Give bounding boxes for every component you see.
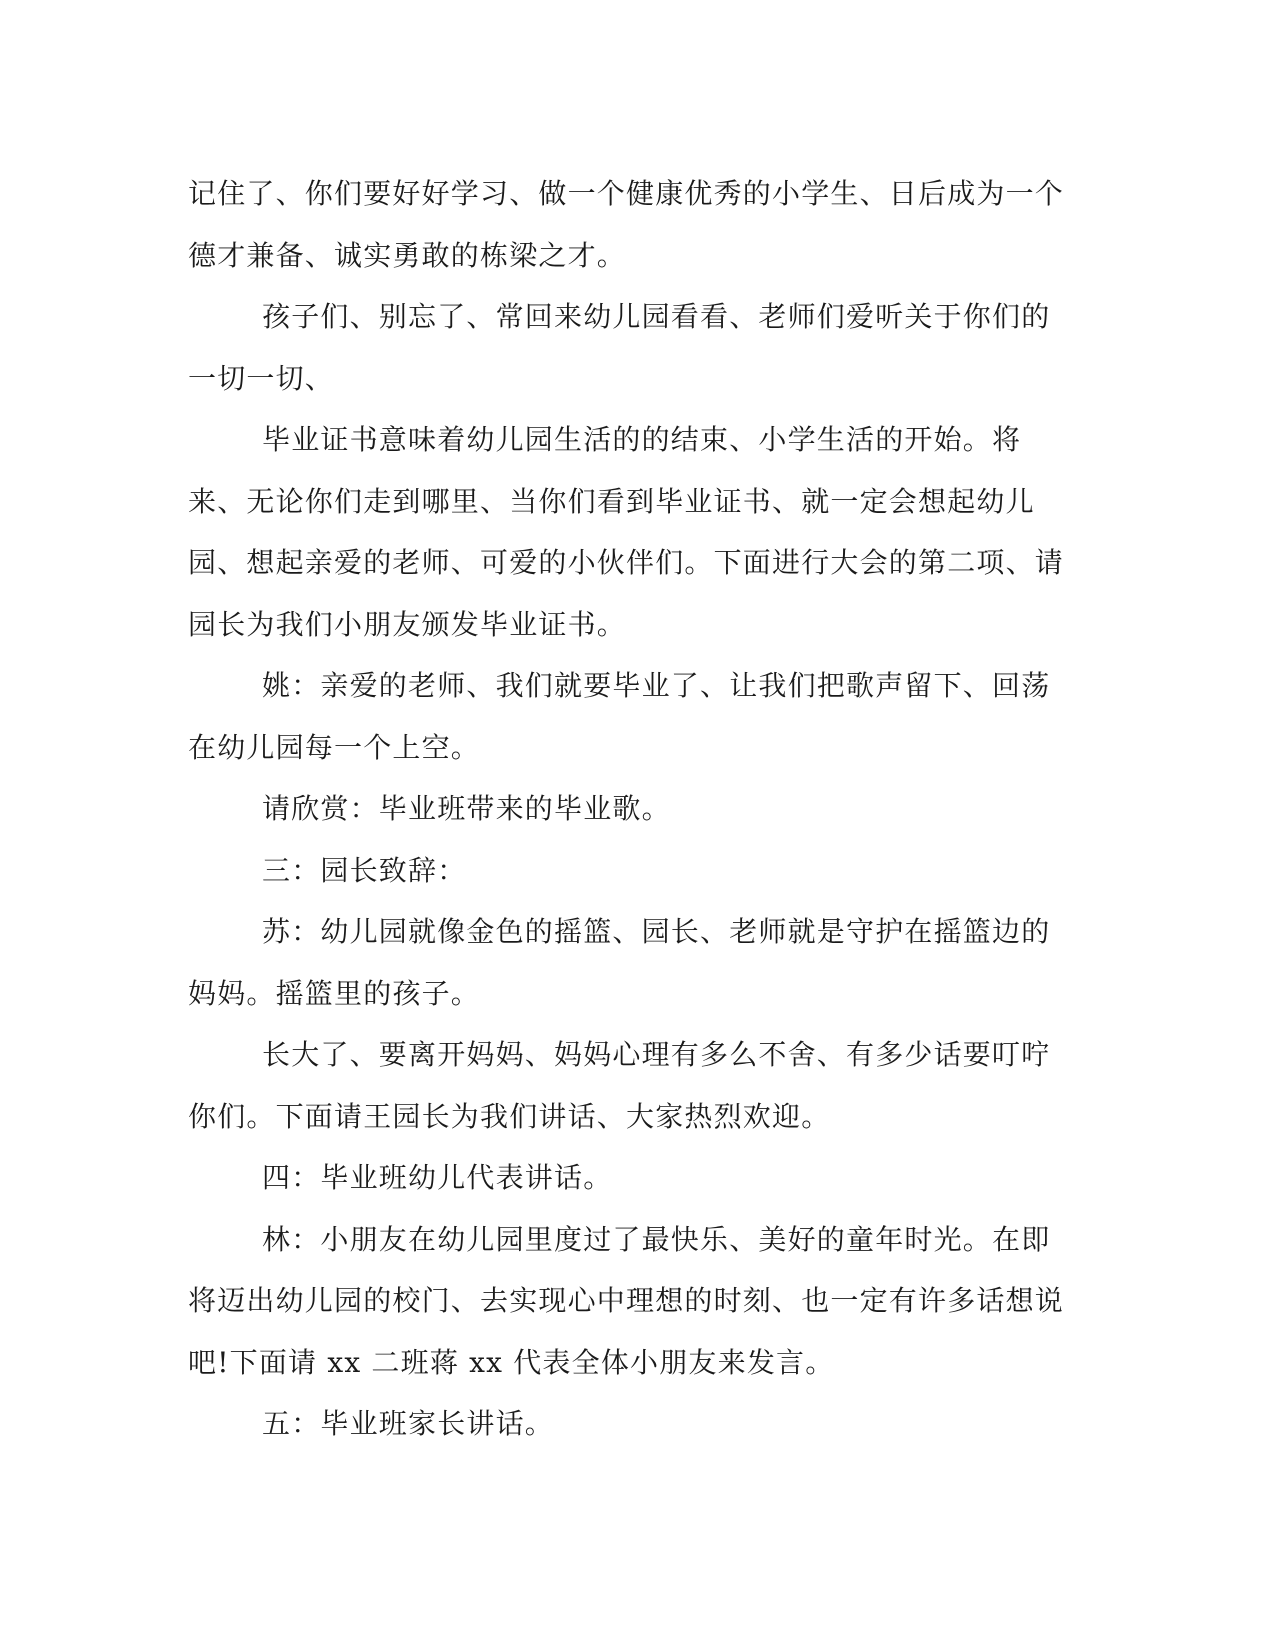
document-body (188, 163, 1068, 1455)
paragraph-2: 孩子们、别忘了、常回来幼儿园看看、老师们爱听关于你们的一切一切、 (188, 300, 1051, 395)
paragraph-7: 苏：幼儿园就像金色的摇篮、园长、老师就是守护在摇篮边的妈妈。摇篮里的孩子。 (188, 915, 1051, 1010)
paragraph-3: 毕业证书意味着幼儿园生活的的结束、小学生活的开始。将来、无论你们走到哪里、当你们看到毕业证书、就一定会想起幼儿园、想起亲爱的老师、可爱的小伙伴们。下面进行大会的第二项、请园长为我们小朋友颁发毕业证书。 (188, 423, 1065, 641)
paragraph-10: 林：小朋友在幼儿园里度过了最快乐、美好的童年时光。在即将迈出幼儿园的校门、去实现心中理想的时刻、也一定有许多话想说吧!下面请 xx 二班蒋 xx 代表全体小朋友来发言。 (188, 1222, 1065, 1379)
paragraph-6: 三：园长致辞： (262, 853, 467, 887)
paragraph-9: 四：毕业班幼儿代表讲话。 (262, 1161, 613, 1194)
paragraph-4: 姚：亲爱的老师、我们就要毕业了、让我们把歌声留下、回荡在幼儿园每一个上空。 (188, 669, 1051, 764)
paragraph-5: 请欣赏：毕业班带来的毕业歌。 (262, 792, 671, 825)
paragraph-11: 五：毕业班家长讲话。 (262, 1407, 555, 1440)
paragraph-1: 记住了、你们要好好学习、做一个健康优秀的小学生、日后成为一个德才兼备、诚实勇敢的栋梁之才。 (188, 177, 1065, 272)
paragraph-8: 长大了、要离开妈妈、妈妈心理有多么不舍、有多少话要叮咛你们。下面请王园长为我们讲话、大家热烈欢迎。 (188, 1038, 1051, 1133)
